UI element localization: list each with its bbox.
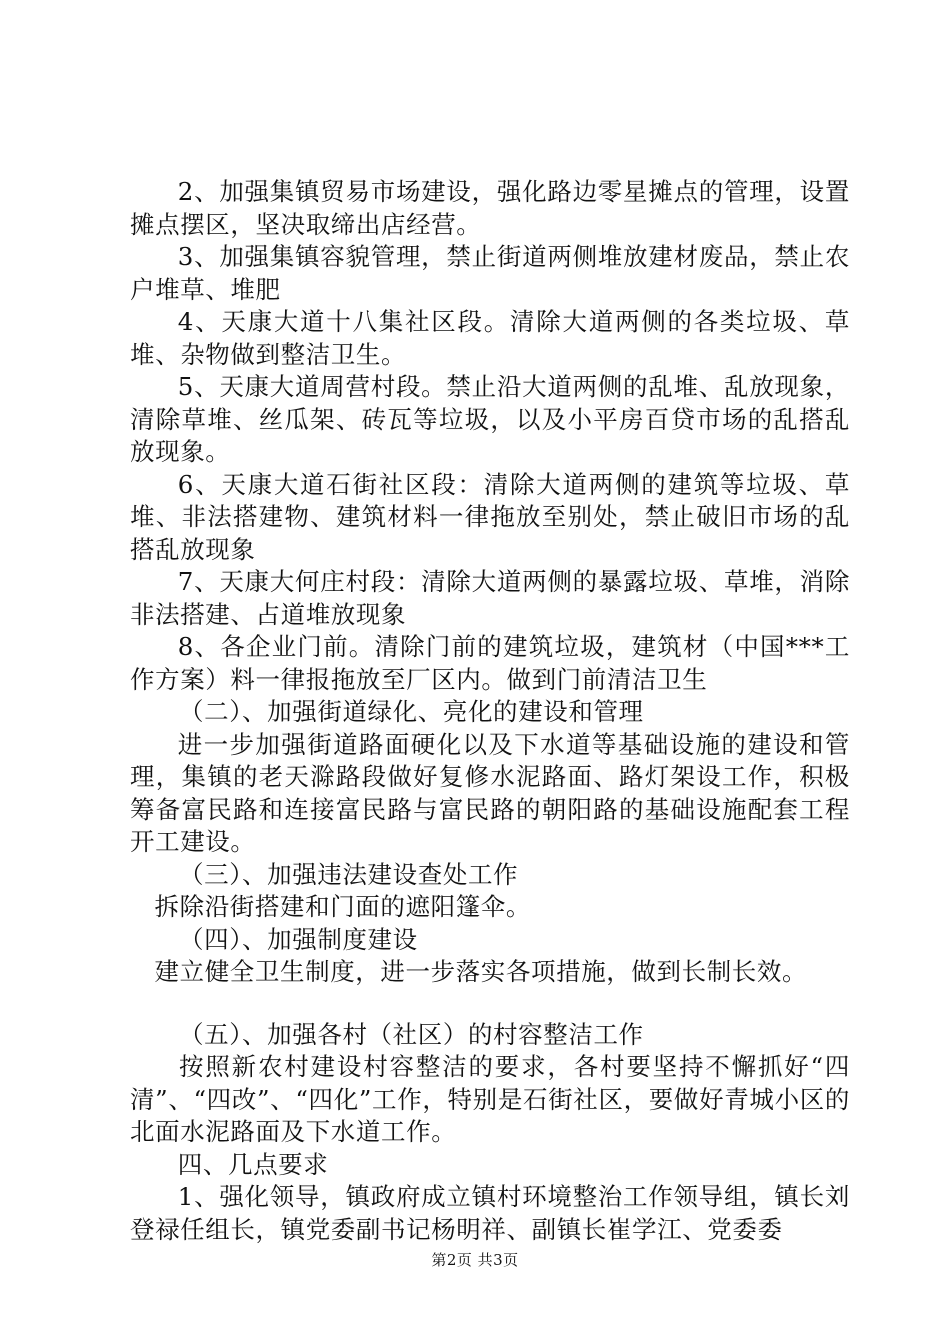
section-heading-4: （四）、加强制度建设 bbox=[179, 924, 418, 954]
page-number-footer: 第2页 共3页 bbox=[431, 1251, 519, 1269]
section-heading-requirements: 四、几点要求 bbox=[177, 1149, 329, 1179]
paragraph-item-5: 5、天康大道周营村段。禁止沿大道两侧的乱堆、乱放现象，清除草堆、丝瓜架、砖瓦等垃圾，以及小平房百贷市场的乱搭乱放现象。 bbox=[130, 372, 850, 466]
paragraph-village: 按照新农村建设村容整洁的要求，各村要坚持不懈抓好“四清”、“四改”、“四化”工作，特别是石街社区，要做好青城小区的北面水泥路面及下水道工作。 bbox=[130, 1052, 850, 1146]
paragraph-item-7: 7、天康大何庄村段：清除大道两侧的暴露垃圾、草堆，消除非法搭建、占道堆放现象 bbox=[130, 567, 850, 629]
paragraph-item-6: 6、天康大道石街社区段：清除大道两侧的建筑等垃圾、草堆、非法搭建物、建筑材料一律拖放至别处，禁止破旧市场的乱搭乱放现象 bbox=[130, 469, 850, 564]
section-heading-5: （五）、加强各村（社区）的村容整洁工作 bbox=[179, 1019, 644, 1049]
paragraph-item-4: 4、天康大道十八集社区段。清除大道两侧的各类垃圾、草堆、杂物做到整洁卫生。 bbox=[130, 307, 850, 369]
paragraph-demolish: 拆除沿街搭建和门面的遮阳篷伞。 bbox=[154, 892, 531, 921]
document-body bbox=[130, 176, 850, 1246]
paragraph-infrastructure: 进一步加强街道路面硬化以及下水道等基础设施的建设和管理，集镇的老天滁路段做好复修水泥路面、路灯架设工作，积极筹备富民路和连接富民路与富民路的朝阳路的基础设施配套工程开工建设。 bbox=[130, 729, 850, 856]
section-heading-2: （二）、加强街道绿化、亮化的建设和管理 bbox=[179, 697, 644, 726]
section-heading-3: （三）、加强违法建设查处工作 bbox=[179, 859, 519, 889]
paragraph-item-3: 3、加强集镇容貌管理，禁止街道两侧堆放建材废品，禁止农户堆草、堆肥 bbox=[130, 242, 850, 304]
paragraph-requirement-1: 1、强化领导，镇政府成立镇村环境整治工作领导组，镇长刘登禄任组长，镇党委副书记杨明祥、副镇长崔学江、党委委 bbox=[130, 1182, 850, 1244]
paragraph-item-2: 2、加强集镇贸易市场建设，强化路边零星摊点的管理，设置摊点摆区，坚决取缔出店经营。 bbox=[130, 177, 850, 239]
paragraph-item-8: 8、各企业门前。清除门前的建筑垃圾，建筑材（中国***工作方案）料一律报拖放至厂区内。做到门前清洁卫生 bbox=[130, 632, 850, 694]
paragraph-system: 建立健全卫生制度，进一步落实各项措施，做到长制长效。 bbox=[154, 957, 808, 986]
